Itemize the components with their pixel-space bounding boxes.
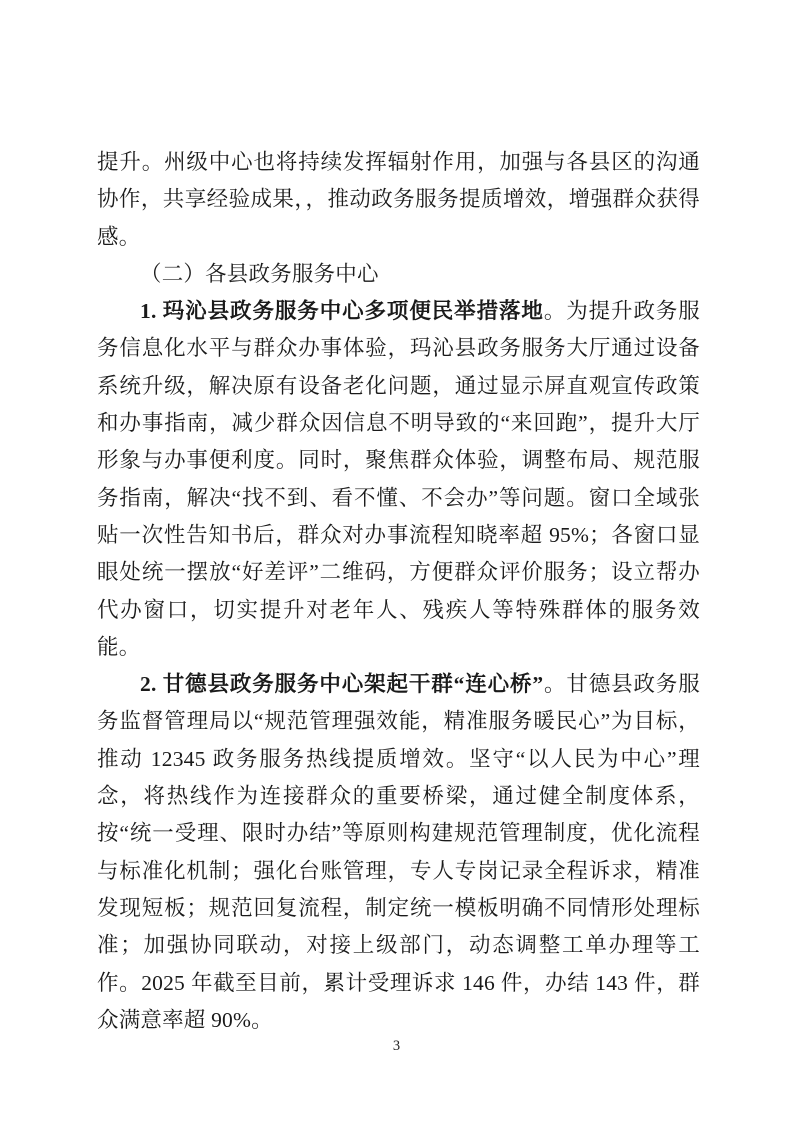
paragraph-text: 提升。州级中心也将持续发挥辐射作用，加强与各县区的沟通协作，共享经验成果，，推动政务服务提质增效，增强群众获得感。: [97, 150, 700, 249]
paragraph-bold-lead: 1. 玛沁县政务服务中心多项便民举措落地: [140, 299, 544, 324]
paragraph-text: 。为提升政务服务信息化水平与群众办事体验，玛沁县政务服务大厅通过设备系统升级，解决原有设备老化问题，通过显示屏直观宣传政策和办事指南，减少群众因信息不明导致的“来回跑”，提升大厅形象与办事便利度。同时，聚焦群众体验，调整布局、规范服务指南，解决“找不到、看不懂、不会办”等问题。窗口全域张贴一次性告知书后，群众对办事流程知晓率超 95%；各窗口显眼处统一摆放“好差评”二维码，方便群众评价服务；设立帮办代办窗口，切实提升对老年人、残疾人等特殊群体的服务效能。: [97, 299, 700, 659]
section-heading-text: （二）各县政务服务中心: [140, 261, 379, 286]
paragraph-continuation: [97, 144, 700, 256]
paragraph-text: 。甘德县政务服务监督管理局以“规范管理强效能，精准服务暖民心”为目标，推动 12345 政务服务热线提质增效。坚守“以人民为中心”理念，将热线作为连接群众的重要桥梁，通过健全制度体系，按“统一受理、限时办结”等原则构建规范管理制度，优化流程与标准化机制；强化台账管理，专人专岗记录全程诉求，精准发现短板；规范回复流程，制定统一模板明确不同情形处理标准；加强协同联动，对接上级部门，动态调整工单办理等工作。2025 年截至目前，累计受理诉求 146 件，办结 143 件，群众满意率超 90%。: [97, 672, 701, 1032]
page-number: 3: [392, 1038, 401, 1054]
paragraph-item-2: [97, 666, 700, 1039]
page-body: [97, 144, 700, 1039]
paragraph-item-1: [97, 293, 700, 666]
section-heading: [97, 256, 700, 293]
paragraph-bold-lead: 2. 甘德县政务服务中心架起干群“连心桥”: [140, 672, 544, 697]
